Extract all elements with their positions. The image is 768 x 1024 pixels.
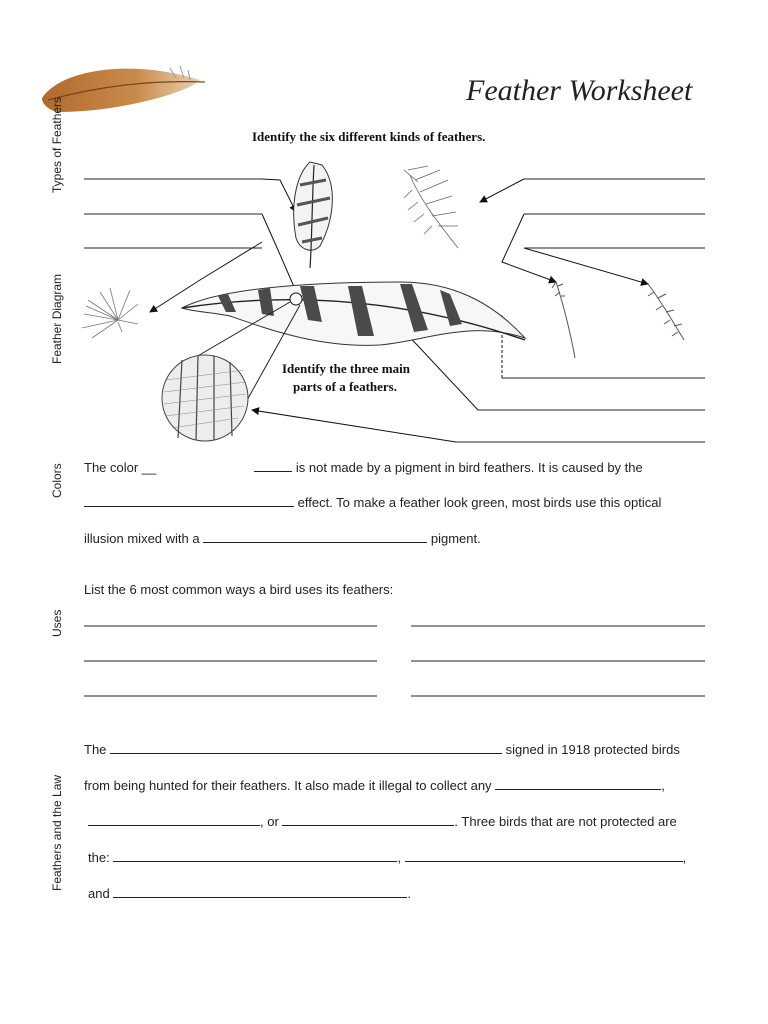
three-parts-instruction-1: Identify the three main — [282, 361, 410, 376]
law-line-4 — [88, 848, 686, 865]
section-label-types: Types of Feathers — [50, 96, 64, 193]
unprotected-bird-blank-3[interactable] — [113, 884, 407, 898]
collect-blank-1[interactable] — [495, 776, 661, 790]
colors-text-2: effect. To make a feather look green, most birds use this optical — [297, 495, 662, 510]
law-text-3b: . Three birds that are not protected are — [454, 814, 677, 829]
law-text-1b: signed in 1918 protected birds — [505, 742, 680, 757]
colors-text-1b: is not made by a pigment in bird feathers. It is caused by the — [295, 460, 643, 475]
six-kinds-instruction: Identify the six different kinds of feathers. — [252, 129, 486, 144]
law-text-5b: . — [407, 886, 411, 901]
page-title: Feather Worksheet — [466, 74, 693, 107]
law-text-4b: , — [397, 850, 401, 865]
colors-text-3b: pigment. — [430, 531, 481, 546]
law-text-4a: the: — [88, 850, 110, 865]
unprotected-bird-blank-2[interactable] — [405, 848, 683, 862]
law-line-2 — [84, 776, 665, 793]
collect-blank-2[interactable] — [88, 812, 260, 826]
law-text-3a: , or — [260, 814, 279, 829]
law-text-1a: The — [84, 742, 107, 757]
section-label-uses: Uses — [50, 609, 64, 637]
law-text-2end: , — [661, 778, 665, 793]
law-line-1 — [84, 740, 680, 757]
law-line-5 — [88, 884, 411, 901]
colors-text-1a: The color __ — [84, 460, 157, 475]
section-label-colors: Colors — [50, 463, 64, 498]
law-text-5a: and — [88, 886, 110, 901]
three-parts-instruction-2: parts of a feathers. — [293, 379, 397, 394]
collect-blank-3[interactable] — [282, 812, 454, 826]
unprotected-bird-blank-1[interactable] — [113, 848, 397, 862]
uses-prompt: List the 6 most common ways a bird uses its feathers: — [84, 582, 394, 597]
law-text-2: from being hunted for their feathers. It also made it illegal to collect any — [84, 778, 492, 793]
act-name-blank[interactable] — [110, 740, 502, 754]
law-line-3 — [88, 812, 677, 829]
section-label-diagram: Feather Diagram — [50, 273, 64, 364]
colors-text-3a: illusion mixed with a — [84, 531, 200, 546]
section-label-law: Feathers and the Law — [50, 774, 64, 891]
law-text-4c: , — [682, 850, 687, 865]
